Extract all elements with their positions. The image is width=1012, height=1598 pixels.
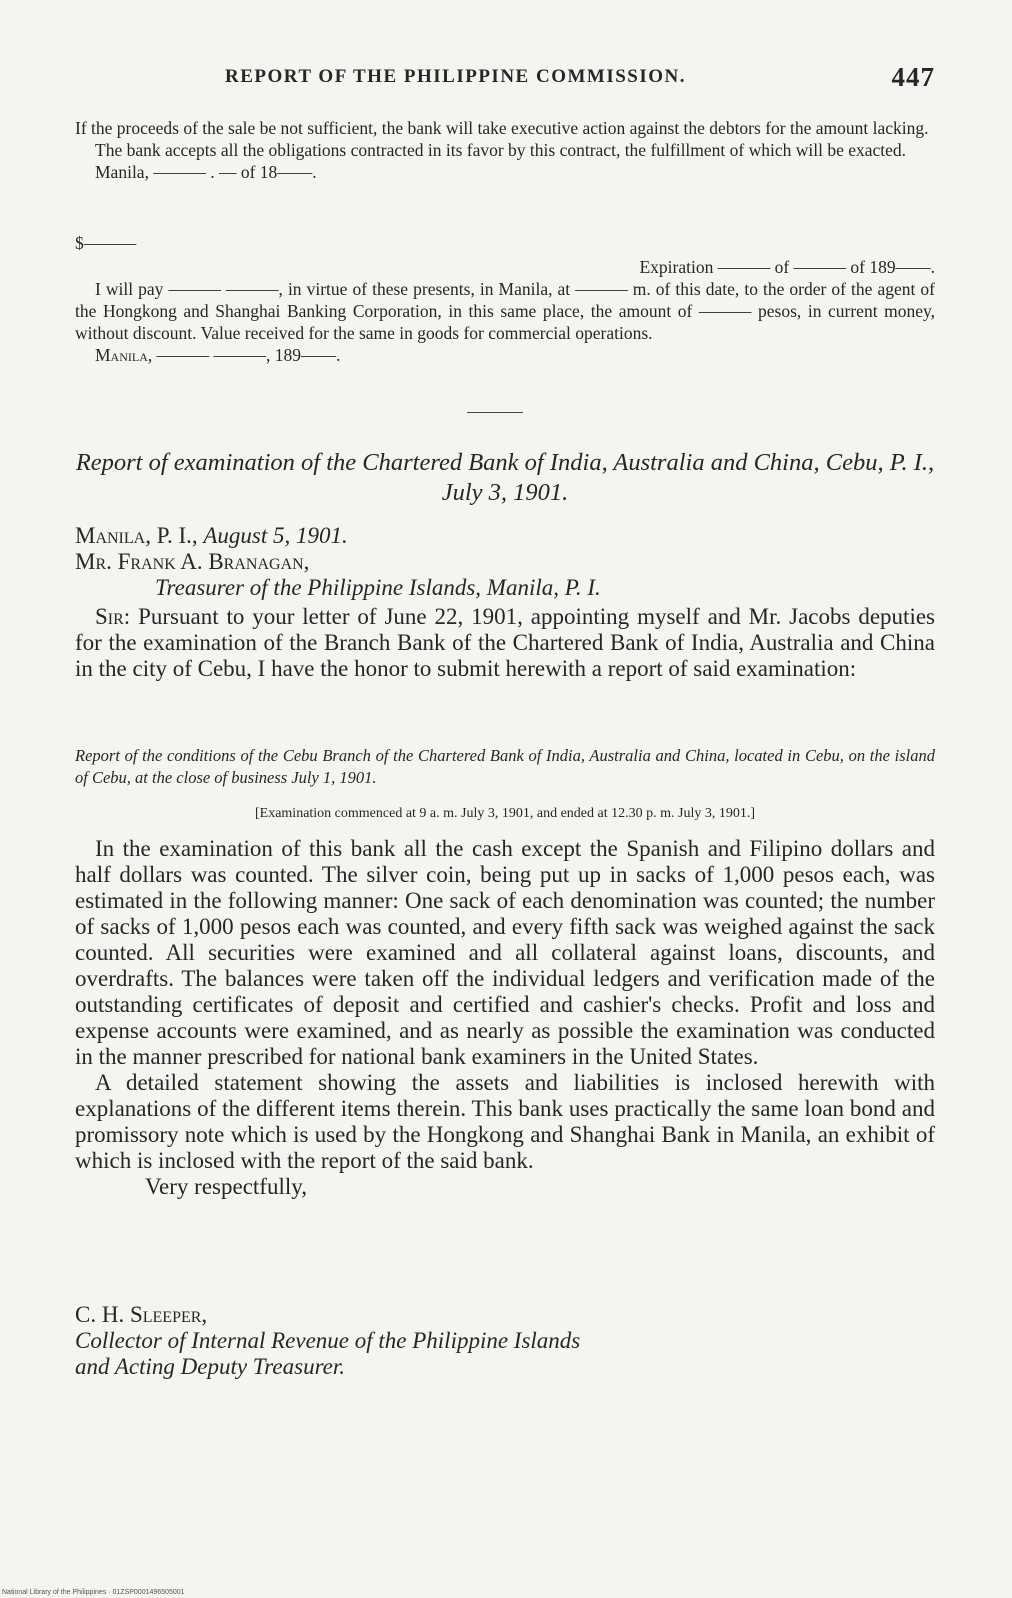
section-divider xyxy=(467,412,523,413)
letter-body xyxy=(75,836,935,1200)
intro-paragraph xyxy=(75,604,935,682)
letter-date: August 5, 1901. xyxy=(203,523,348,548)
running-head-title: REPORT OF THE PHILIPPINE COMMISSION. xyxy=(225,66,687,87)
conditions-note: Report of the conditions of the Cebu Branch of the Chartered Bank of India, Australia and China, located in Cebu, on the island of Cebu, at the close of business July 1, 1901. xyxy=(75,746,935,787)
contract-text xyxy=(75,117,935,183)
letter-place-rest: , P. I., xyxy=(145,523,198,548)
scan-footer: National Library of the Philippines · 01ZSP0001496505001 xyxy=(2,1589,185,1596)
note-date-rest: , ——— ———, 189——. xyxy=(147,345,341,365)
letter-place: Manila xyxy=(75,523,146,548)
addressee-title: Treasurer of the Philippine Islands, Manila, P. I. xyxy=(155,575,601,600)
letter-intro xyxy=(75,604,935,682)
examination-times: [Examination commenced at 9 a. m. July 3, 1901, and ended at 12.30 p. m. July 3, 1901.] xyxy=(254,806,755,821)
addressee-name: Mr. Frank A. Branagan, xyxy=(75,549,310,574)
intro-text: Pursuant to your letter of June 22, 1901, appointing myself and Mr. Jacobs deputies for the examination of the Branch Bank of the Chartered Bank of India, Australia and China in the city of Cebu, I have the honor to submit herewith a report of said examination: xyxy=(75,604,935,681)
salutation: Sir: xyxy=(95,604,131,629)
signature-title-2: and Acting Deputy Treasurer. xyxy=(75,1354,346,1379)
signature-title-1: Collector of Internal Revenue of the Philippine Islands xyxy=(75,1328,581,1353)
closing: Very respectfully, xyxy=(145,1174,307,1199)
contract-paragraph: The bank accepts all the obligations contracted in its favor by this contract, the fulfillment of which will be exacted. xyxy=(95,140,907,160)
promissory-note xyxy=(75,256,935,366)
note-body: I will pay ——— ———, in virtue of these presents, in Manila, at ——— m. of this date, to the order of the agent of the Hongkong and Shanghai Banking Corporation, in this same place, the amount of ——— pesos, in current money, without discount. Value received for the same in goods for commercial operations. xyxy=(75,279,935,343)
contract-paragraph: If the proceeds of the sale be not sufficient, the bank will take executive action against the debtors for the amount lacking. xyxy=(75,118,929,138)
body-paragraph: In the examination of this bank all the cash except the Spanish and Filipino dollars and half dollars was counted. The silver coin, being put up in sacks of 1,000 pesos each, was estimated in the following manner: One sack of each denomination was counted; the number of sacks of 1,000 pesos each was counted, and every fifth sack was weighed against the sack counted. All securities were examined and all collateral against loans, discounts, and overdrafts. The balances were taken off the individual ledgers and verification made of the outstanding certificates of deposit and certified and cashier's checks. Profit and loss and expense accounts were examined, and as nearly as possible the examination was conducted in the manner prescribed for national bank examiners in the United States. xyxy=(75,836,935,1069)
body-paragraph: A detailed statement showing the assets and liabilities is inclosed herewith with explanations of the different items therein. This bank uses practically the same loan bond and promissory note which is used by the Hongkong and Shanghai Bank in Manila, an exhibit of which is inclosed with the report of the said bank. xyxy=(75,1070,935,1173)
note-date-place: Manila xyxy=(95,345,148,365)
letter-dateline xyxy=(75,523,935,549)
expiration-line: Expiration ——— of ——— of 189——. xyxy=(639,257,935,277)
signature-block xyxy=(75,1302,935,1380)
signature-name: C. H. Sleeper, xyxy=(75,1302,208,1327)
letter-head xyxy=(75,523,935,601)
dollar-line: $——— xyxy=(75,233,137,253)
contract-date-line: Manila, ——— . — of 18——. xyxy=(95,162,317,182)
note-date-line xyxy=(75,344,935,366)
report-title: Report of examination of the Chartered Bank of India, Australia and China, Cebu, P. I., July 3, 1901. xyxy=(75,449,935,506)
page-number: 447 xyxy=(891,62,935,92)
running-head xyxy=(75,62,935,92)
